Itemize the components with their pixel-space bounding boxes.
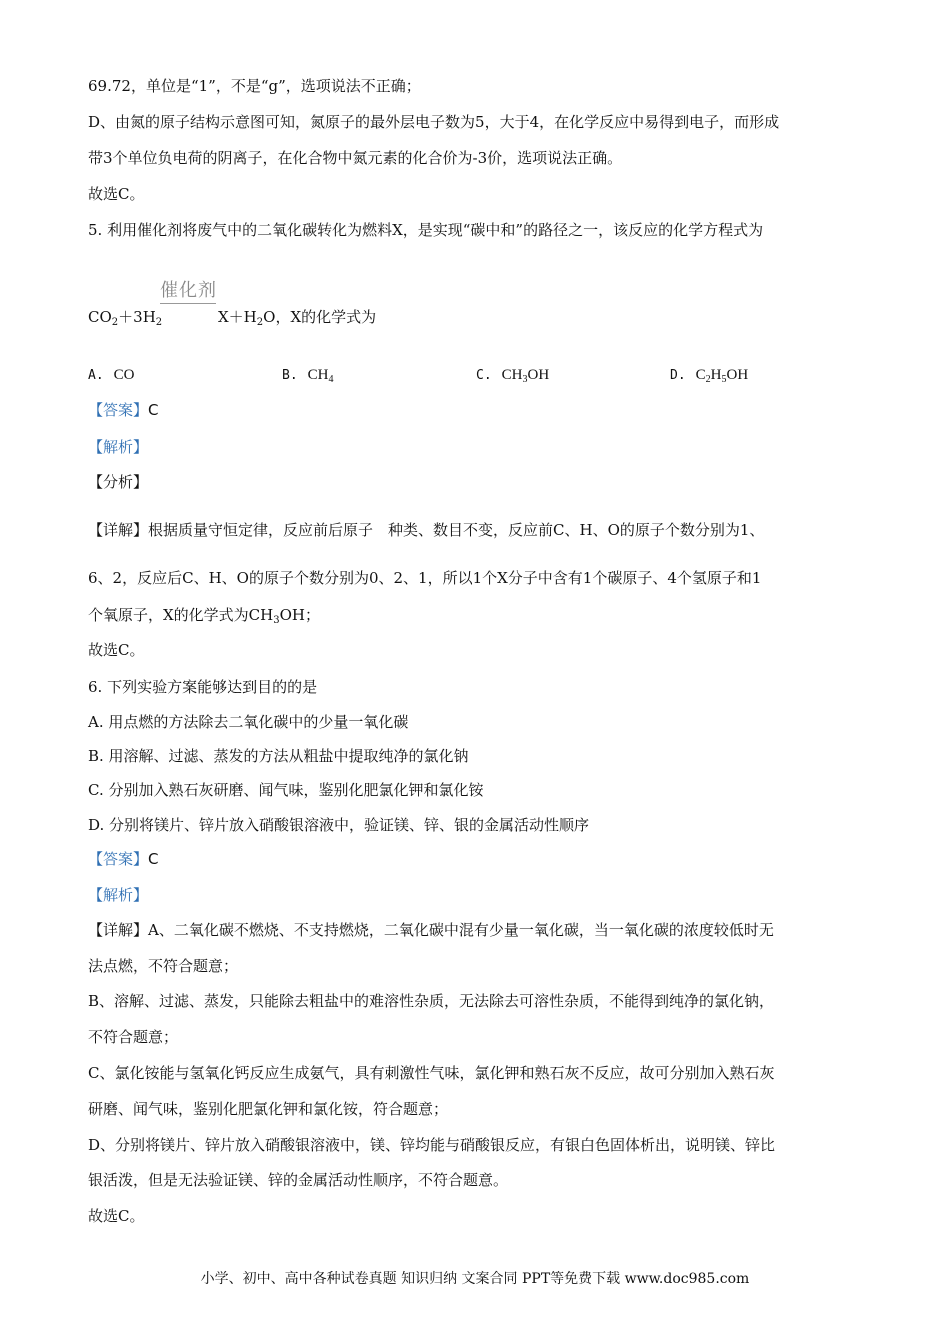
- q5-detail-line: 个氧原子，X的化学式为$CH_3OH$；: [88, 606, 321, 626]
- text-line: 带3个单位负电荷的阴离子，在化合物中氮元素的化合价为-3价，选项说法正确。: [88, 149, 623, 167]
- q6-detail-line: B、溶解、过滤、蒸发，只能除去粗盐中的难溶性杂质，无法除去可溶性杂质，不能得到纯净的氯化钠，: [88, 992, 775, 1010]
- q6-option-c: C. 分别加入熟石灰研磨、闻气味，鉴别化肥氯化钾和氯化铵: [88, 781, 484, 799]
- q6-answer: 【答案】C: [88, 850, 159, 868]
- q6-detail-line: 研磨、闻气味，鉴别化肥氯化钾和氯化铵，符合题意；: [88, 1100, 449, 1118]
- page-footer: 小学、初中、高中各种试卷真题 知识归纳 文案合同 PPT等免费下载 www.doc985.com: [200, 1271, 750, 1287]
- eq-products: X＋H: [218, 308, 257, 326]
- text-line: 故选C。: [88, 185, 145, 203]
- q6-analysis-tag: 【解析】: [88, 886, 149, 904]
- text-line: 69.72，单位是“1”，不是“g”，选项说法不正确；: [88, 77, 421, 95]
- q5-fenxi-tag: 【分析】: [88, 473, 149, 491]
- q6-option-b: B. 用溶解、过滤、蒸发的方法从粗盐中提取纯净的氯化钠: [88, 747, 469, 765]
- q6-detail-line: 【详解】A、二氧化碳不燃烧、不支持燃烧，二氧化碳中混有少量一氧化碳，当一氧化碳的浓度较低时无: [88, 921, 774, 939]
- q5-answer: 【答案】C: [88, 401, 159, 419]
- text-line: D、由氮的原子结构示意图可知，氮原子的最外层电子数为5，大于4，在化学反应中易得到电子，而形成: [88, 113, 780, 131]
- chemical-equation: 催化剂 $CO_2+3H_2$ $X+H_2O$，X的化学式为: [88, 276, 488, 336]
- q6-detail-line: 法点燃，不符合题意；: [88, 957, 239, 975]
- q5-analysis-tag: 【解析】: [88, 438, 149, 456]
- option-b: B. $CH_4$: [282, 367, 334, 385]
- q5-conclusion: 故选C。: [88, 641, 145, 659]
- answer-tag: 【答案】: [88, 401, 149, 419]
- q6-detail-line: 银活泼，但是无法验证镁、锌的金属活动性顺序，不符合题意。: [88, 1171, 509, 1189]
- question-6-stem: 6. 下列实验方案能够达到目的的是: [88, 678, 318, 696]
- option-a: A. CO: [88, 367, 135, 383]
- option-c: C. $CH_3OH$: [476, 367, 550, 385]
- question-5-stem: 5. 利用催化剂将废气中的二氧化碳转化为燃料X，是实现“碳中和”的路径之一，该反应的化学方程式为: [88, 221, 764, 239]
- q5-detail-line: 【详解】根据质量守恒定律，反应前后原子 种类、数目不变，反应前C、H、O的原子个数分别为1、: [88, 521, 765, 539]
- q5-detail-line: 6、2，反应后C、H、O的原子个数分别为0、2、1，所以1个X分子中含有1个碳原子、4个氢原子和1: [88, 569, 762, 587]
- option-d: D. $C_2H_5OH$: [670, 367, 749, 385]
- reaction-arrow-line: [160, 303, 216, 304]
- q6-detail-line: D、分别将镁片、锌片放入硝酸银溶液中，镁、锌均能与硝酸银反应，有银白色固体析出，说明镁、锌比: [88, 1136, 776, 1154]
- q6-option-a: A. 用点燃的方法除去二氧化碳中的少量一氧化碳: [88, 713, 409, 731]
- eq-co2: CO: [88, 308, 112, 326]
- q6-detail-line: C、氯化铵能与氢氧化钙反应生成氨气，具有刺激性气味，氯化钾和熟石灰不反应，故可分别加入熟石灰: [88, 1064, 775, 1082]
- q6-conclusion: 故选C。: [88, 1207, 145, 1225]
- catalyst-label: 催化剂: [160, 280, 217, 301]
- eq-h2: ＋3H: [118, 308, 156, 326]
- q6-detail-line: 不符合题意；: [88, 1028, 179, 1046]
- q6-option-d: D. 分别将镁片、锌片放入硝酸银溶液中，验证镁、锌、银的金属活动性顺序: [88, 816, 590, 834]
